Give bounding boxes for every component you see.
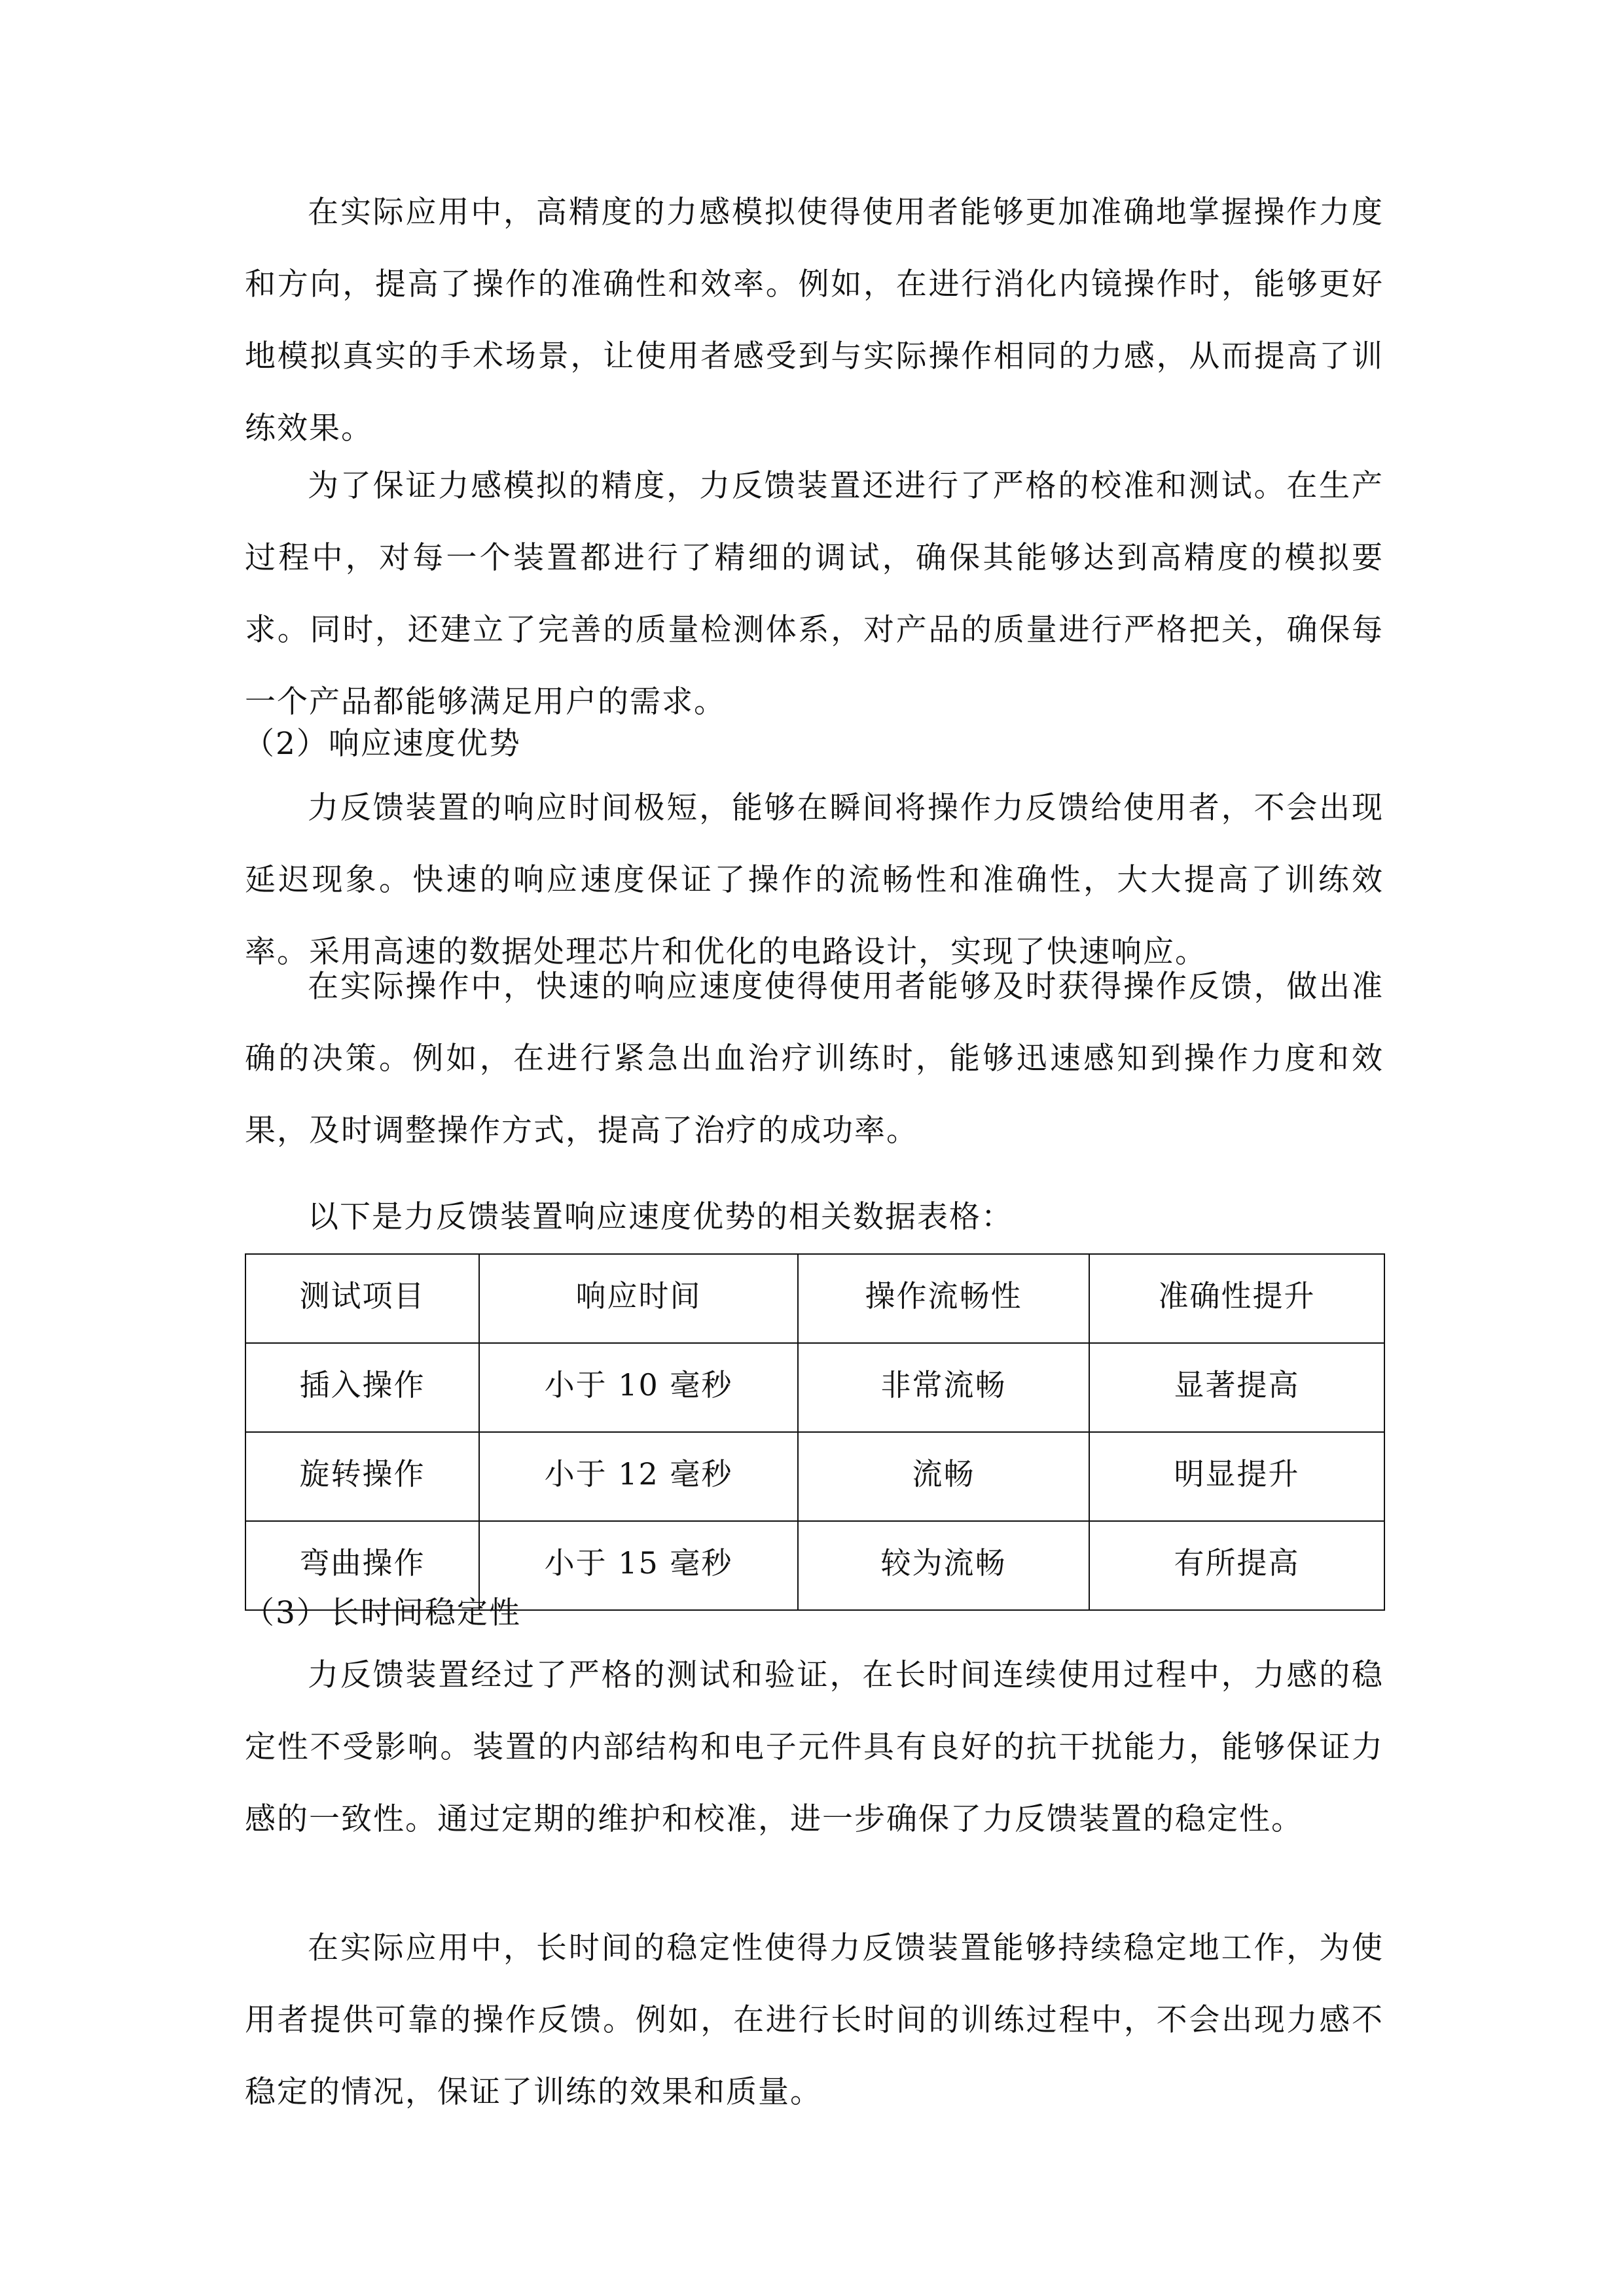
table-cell: 旋转操作 — [245, 1432, 479, 1521]
paragraph-response-time: 力反馈装置的响应时间极短，能够在瞬间将操作力反馈给使用者，不会出现延迟现象。快速的响应速度保证了操作的流畅性和准确性，大大提高了训练效率。采用高速的数据处理芯片和优化的电路设计，实现了快速响应。 — [245, 790, 1384, 970]
table-cell: 非常流畅 — [798, 1343, 1089, 1432]
section-heading-stability: （3）长时间稳定性 — [244, 1595, 521, 1631]
table-cell: 流畅 — [798, 1432, 1089, 1521]
table-row — [245, 1432, 1384, 1521]
table-header-cell: 操作流畅性 — [798, 1254, 1089, 1343]
table-header-row — [245, 1254, 1384, 1343]
table-cell: 明显提升 — [1089, 1432, 1384, 1521]
table-header-cell: 测试项目 — [245, 1254, 479, 1343]
response-speed-table — [245, 1253, 1385, 1611]
table-row — [245, 1343, 1384, 1432]
paragraph-response-practice: 在实际操作中，快速的响应速度使得使用者能够及时获得操作反馈，做出准确的决策。例如，在进行紧急出血治疗训练时，能够迅速感知到操作力度和效果，及时调整操作方式，提高了治疗的成功率。 — [245, 969, 1384, 1149]
table-cell: 小于 10 毫秒 — [479, 1343, 798, 1432]
table-cell: 弯曲操作 — [245, 1521, 479, 1610]
paragraph-stability: 力反馈装置经过了严格的测试和验证，在长时间连续使用过程中，力感的稳定性不受影响。装置的内部结构和电子元件具有良好的抗干扰能力，能够保证力感的一致性。通过定期的维护和校准，进一步确保了力反馈装置的稳定性。 — [245, 1657, 1384, 1837]
table-cell: 插入操作 — [245, 1343, 479, 1432]
table-cell: 有所提高 — [1089, 1521, 1384, 1610]
paragraph-precision-application: 在实际应用中，高精度的力感模拟使得使用者能够更加准确地掌握操作力度和方向，提高了操作的准确性和效率。例如，在进行消化内镜操作时，能够更好地模拟真实的手术场景，让使用者感受到与实际操作相同的力感，从而提高了训练效果。 — [245, 194, 1384, 446]
paragraph-calibration: 为了保证力感模拟的精度，力反馈装置还进行了严格的校准和测试。在生产过程中，对每一个装置都进行了精细的调试，确保其能够达到高精度的模拟要求。同时，还建立了完善的质量检测体系，对产品的质量进行严格把关，确保每一个产品都能够满足用户的需求。 — [245, 468, 1384, 720]
table-caption: 以下是力反馈装置响应速度优势的相关数据表格： — [308, 1199, 1013, 1235]
section-heading-response-speed: （2）响应速度优势 — [244, 726, 521, 762]
table-cell: 小于 12 毫秒 — [479, 1432, 798, 1521]
paragraph-stability-application: 在实际应用中，长时间的稳定性使得力反馈装置能够持续稳定地工作，为使用者提供可靠的操作反馈。例如，在进行长时间的训练过程中，不会出现力感不稳定的情况，保证了训练的效果和质量。 — [245, 1930, 1384, 2110]
table-cell: 显著提高 — [1089, 1343, 1384, 1432]
table-cell: 较为流畅 — [798, 1521, 1089, 1610]
table-cell: 小于 15 毫秒 — [479, 1521, 798, 1610]
table-header-cell: 响应时间 — [479, 1254, 798, 1343]
table-header-cell: 准确性提升 — [1089, 1254, 1384, 1343]
